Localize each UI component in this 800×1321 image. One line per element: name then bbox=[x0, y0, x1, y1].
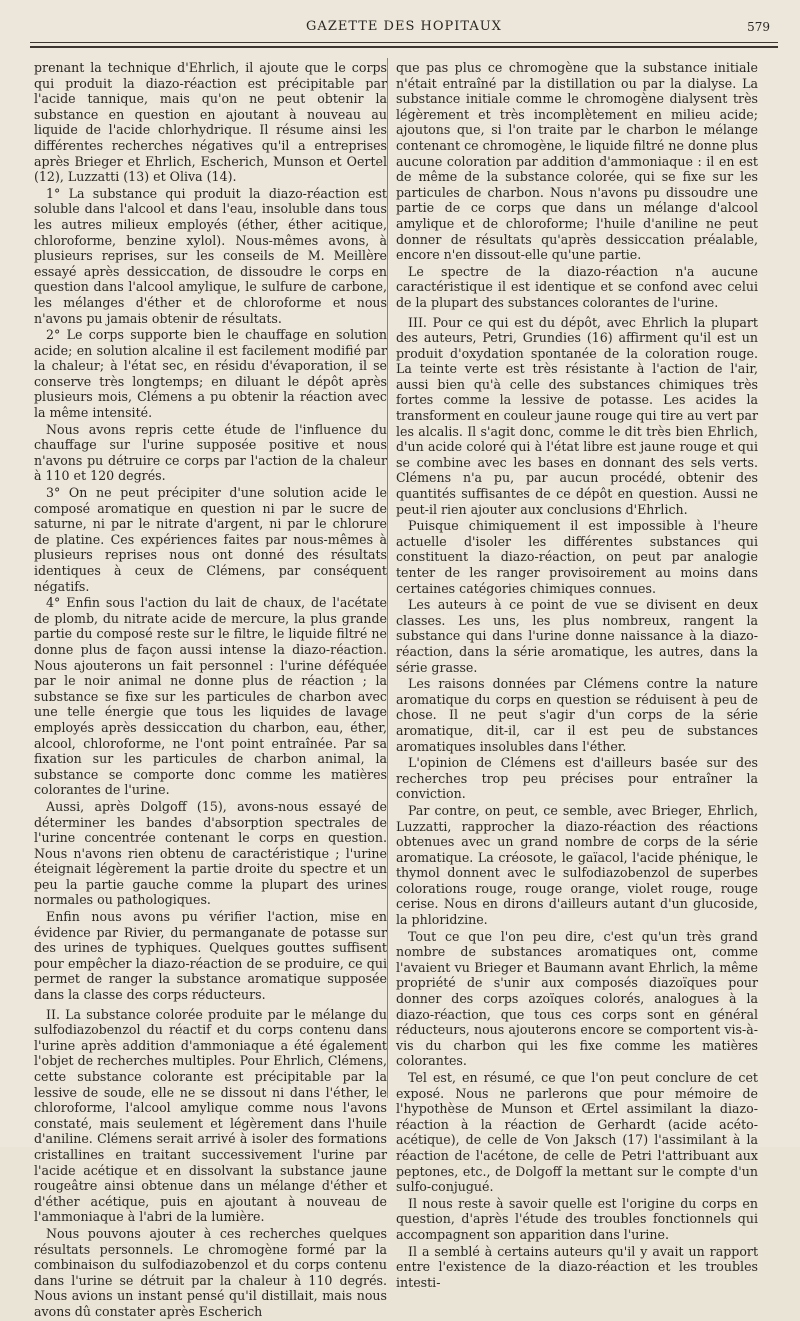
paragraph: Aussi, après Dolgoff (15), avons-nous essayé de déterminer les bandes d'absorption spectrales de l'urine concentrée contenant le corps en question. Nous n'avons rien obtenu de caractéristique ; l'urine éteignait légèrement la partie droite du spectre et un peu la partie gauche comme la plupart des urines normales ou pathologiques. bbox=[34, 798, 387, 908]
paragraph: Nous pouvons ajouter à ces recherches quelques résultats personnels. Le chromogène formé par la combinaison du sulfodiazobenzol et du corps contenu dans l'urine se détruit par la chaleur à 110 degrés. Nous avions un instant pensé qu'il distillait, mais nous avons dû constater après Escherich bbox=[34, 1225, 387, 1319]
paragraph: Tout ce que l'on peu dire, c'est qu'un très grand nombre de substances aromatiques ont, comme l'avaient vu Brieger et Baumann avant Ehrlich, la même propriété de s'unir aux composés diazoïques pour donner des corps azoïques colorés, analogues à la diazo-réaction, que tous ces corps sont en général réducteurs, nous ajouterons encore se comportent vis-à-vis du charbon qui les fixe comme les matières colorantes. bbox=[396, 928, 758, 1069]
left-column bbox=[34, 60, 387, 1321]
right-column bbox=[396, 60, 758, 1291]
paragraph: Nous avons repris cette étude de l'influence du chauffage sur l'urine supposée positive et nous n'avons pu détruire ce corps par l'action de la chaleur à 110 et 120 degrés. bbox=[34, 421, 387, 484]
paragraph: Tel est, en résumé, ce que l'on peut conclure de cet exposé. Nous ne parlerons que pour mémoire de l'hypothèse de Munson et Œrtel assimilant la diazo-réaction à la réaction de Gerhardt (acide acéto-acétique), de celle de Von Jaksch (17) l'assimilant à la réaction de l'acétone, de celle de Petri l'attribuant aux peptones, etc., de Dolgoff la mettant sur le compte d'un sulfo-conjugué. bbox=[396, 1070, 758, 1195]
page-header bbox=[30, 16, 778, 38]
paragraph: 3° On ne peut précipiter d'une solution acide le composé aromatique en question ni par le sucre de saturne, ni par le nitrate d'argent, ni par le chlorure de platine. Ces expériences faites par nous-mêmes à plusieurs reprises nous ont donné des résultats identiques à ceux de Clémens, par conséquent négatifs. bbox=[34, 485, 387, 594]
paragraph: Enfin nous avons pu vérifier l'action, mise en évidence par Rivier, du permanganate de potasse sur des urines de typhiques. Quelques gouttes suffisent pour empêcher la diazo-réaction de se produire, ce qui permet de ranger la substance aromatique supposée dans la classe des corps réducteurs. bbox=[34, 909, 387, 1003]
paragraph: III. Pour ce qui est du dépôt, avec Ehrlich la plupart des auteurs, Petri, Grundies (16) affirment qu'il est un produit d'oxydation spontanée de la coloration rouge. La teinte verte est très résistante à l'action de l'air, aussi bien qu'à celle des substances chimiques très fortes comme la lessive de potasse. Les acides la transforment en couleur jaune rouge qui tire au vert par les alcalis. Il s'agit donc, comme le dit très bien Ehrlich, d'un acide coloré qui à l'état libre est jaune rouge et qui se combine avec les bases en donnant des sels verts. Clémens n'a pu, par aucun procédé, obtenir des quantités suffisantes de ce dépôt en question. Aussi ne peut-il rien ajouter aux conclusions d'Ehrlich. bbox=[396, 314, 758, 517]
paragraph: Par contre, on peut, ce semble, avec Brieger, Ehrlich, Luzzatti, rapprocher la diazo-réaction des réactions obtenues avec un grand nombre de corps de la série aromatique. La créosote, le gaïacol, l'acide phénique, le thymol donnent avec le sulfodiazobenzol de superbes colorations rouge, rouge orange, violet rouge, rouge cerise. Nous en dirons d'ailleurs autant d'un glucoside, la phloridzine. bbox=[396, 802, 758, 928]
paragraph: Le spectre de la diazo-réaction n'a aucune caractéristique il est identique et se confond avec celui de la plupart des substances colorantes de l'urine. bbox=[396, 263, 758, 310]
paragraph: Il nous reste à savoir quelle est l'origine du corps en question, d'après l'étude des troubles fonctionnels qui accompagnent son apparition dans l'urine. bbox=[396, 1195, 758, 1242]
paragraph: Les auteurs à ce point de vue se divisent en deux classes. Les uns, les plus nombreux, rangent la substance qui dans l'urine donne naissance à la diazo-réaction, dans la série aromatique, les autres, dans la série grasse. bbox=[396, 597, 758, 675]
paragraph: Il a semblé à certains auteurs qu'il y avait un rapport entre l'existence de la diazo-réaction et les troubles intesti- bbox=[396, 1243, 758, 1290]
paragraph: Puisque chimiquement il est impossible à l'heure actuelle d'isoler les différentes substances qui constituent la diazo-réaction, on peut par analogie tenter de les ranger provisoirement au moins dans certaines catégories chimiques connues. bbox=[396, 518, 758, 596]
paragraph: prenant la technique d'Ehrlich, il ajoute que le corps qui produit la diazo-réaction est précipitable par l'acide tannique, mais qu'on ne peut obtenir la substance en question en ajoutant à nouveau au liquide de l'acide chlorhydrique. Il résume ainsi les différentes recherches négatives qu'il a entreprises après Brieger et Ehrlich, Escherich, Munson et Oertel (12), Luzzatti (13) et Oliva (14). bbox=[34, 60, 387, 185]
paragraph: 2° Le corps supporte bien le chauffage en solution acide; en solution alcaline il est facilement modifié par la chaleur; à l'état sec, en résidu d'évaporation, il se conserve très longtemps; en diluant le dépôt après plusieurs mois, Clémens a pu obtenir la réaction avec la même intensité. bbox=[34, 327, 387, 421]
paragraph: 4° Enfin sous l'action du lait de chaux, de l'acétate de plomb, du nitrate acide de mercure, la plus grande partie du composé reste sur le filtre, le liquide filtré ne donne plus de façon aussi intense la diazo-réaction. Nous ajouterons un fait personnel : l'urine déféquée par le noir animal ne donne plus de réaction ; la substance se fixe sur les particules de charbon avec une telle énergie que tous les liquides de lavage employés après dessiccation du charbon, eau, éther, alcool, chloroforme, ne l'ont point entraînée. Par sa fixation sur les particules de charbon animal, la substance se comporte donc comme les matières colorantes de l'urine. bbox=[34, 595, 387, 798]
paragraph: Les raisons données par Clémens contre la nature aromatique du corps en question se réduisent à peu de chose. Il ne peut s'agir d'un corps de la série aromatique, dit-il, car il est peu de substances aromatiques insolubles dans l'éther. bbox=[396, 676, 758, 754]
header-rule-thick bbox=[30, 46, 778, 48]
paragraph: II. La substance colorée produite par le mélange du sulfodiazobenzol du réactif et du corps contenu dans l'urine après addition d'ammoniaque a été également l'objet de recherches multiples. Pour Ehrlich, Clémens, cette substance colorante est précipitable par la lessive de soude, elle ne se dissout ni dans l'éther, le chloroforme, l'alcool amylique comme nous l'avons constaté, mais seulement et légèrement dans l'huile d'aniline. Clémens serait arrivé à isoler des formations cristallines en traitant successivement l'urine par l'acide acétique et en dissolvant la substance jaune rougeâtre ainsi obtenue dans un mélange d'éther et d'éther acétique, puis en ajoutant à nouveau de l'ammoniaque à l'abri de la lumière. bbox=[34, 1006, 387, 1225]
running-title: GAZETTE DES HOPITAUX bbox=[306, 19, 502, 34]
column-divider bbox=[387, 58, 388, 1098]
page-number: 579 bbox=[747, 20, 770, 34]
paragraph: L'opinion de Clémens est d'ailleurs basée sur des recherches trop peu précises pour entraîner la conviction. bbox=[396, 755, 758, 802]
paragraph: que pas plus ce chromogène que la substance initiale n'était entraîné par la distillation ou par la dialyse. La substance initiale comme le chromogène dialysent très légèrement et très incomplètement en milieu acide; ajoutons que, si l'on traite par le charbon le mélange contenant ce chromogène, le liquide filtré ne donne plus aucune coloration par addition d'ammoniaque : il en est de même de la substance colorée, qui se fixe sur les particules de charbon. Nous n'avons pu dissoudre une partie de ce corps que dans un mélange d'alcool amylique et de chloroforme; l'huile d'aniline ne peut donner de résultats qu'après dessiccation préalable, encore n'en dissout-elle qu'une partie. bbox=[396, 60, 758, 263]
header-rule-thin bbox=[30, 42, 778, 43]
paragraph: 1° La substance qui produit la diazo-réaction est soluble dans l'alcool et dans l'eau, insoluble dans tous les autres milieux employés (éther, éther acitique, chloroforme, benzine xylol). Nous-mêmes avons, à plusieurs reprises, sur les conseils de M. Meillère essayé après dessiccation, de dissoudre le corps en question dans l'alcool amylique, le sulfure de carbone, les mélanges d'éther et de chloroforme et nous n'avons pu jamais obtenir de résultats. bbox=[34, 185, 387, 326]
